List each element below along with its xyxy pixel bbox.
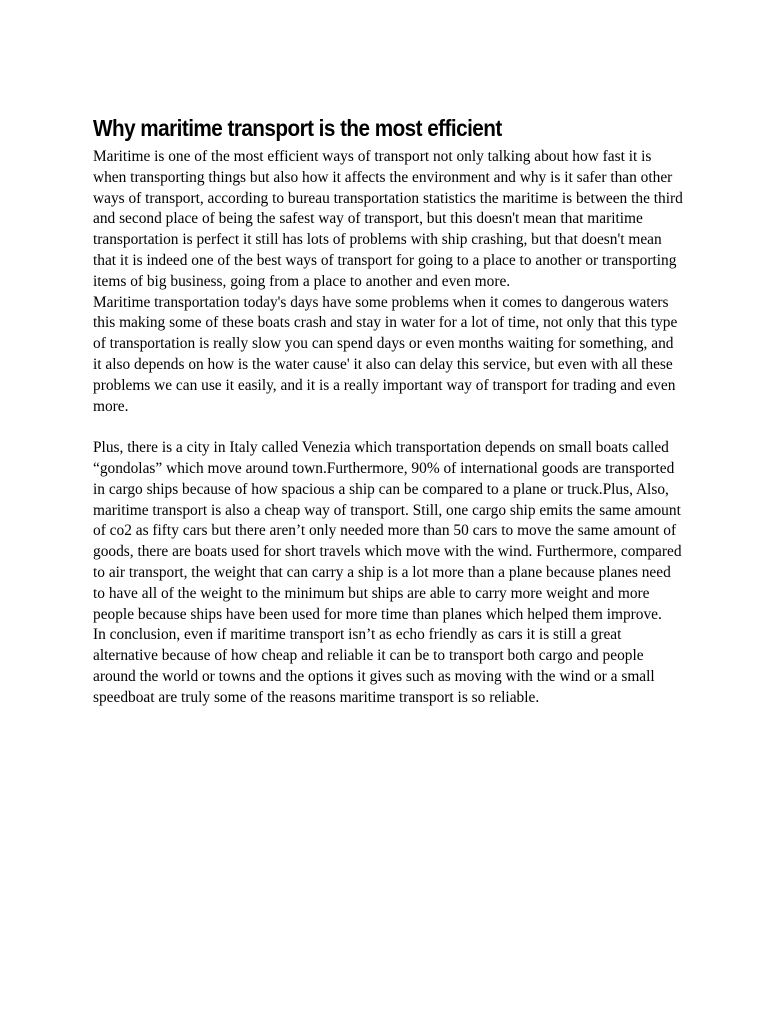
paragraph-conclusion: In conclusion, even if maritime transport isn’t as echo friendly as cars it is still a great alternative because of how cheap and reliable it can be to transport both cargo and people around the world or towns and the options it gives such as moving with the wind or a small speedboat are truly some of the reasons maritime transport is so reliable. xyxy=(93,626,655,706)
paragraph-problems: Maritime transportation today's days have some problems when it comes to dangerous waters this making some of these boats crash and stay in water for a lot of time, not only that this type of transportation is really slow you can spend days or even months waiting for something, and it also depends on how is the water cause' it also can delay this service, but even with all these problems we can use it easily, and it is a really important way of transport for trading and even more. xyxy=(93,293,678,415)
document-title: Why maritime transport is the most efficient xyxy=(93,115,502,141)
paragraph-venezia: Plus, there is a city in Italy called Venezia which transportation depends on small boats called “gondolas” which move around town.Furthermore, 90% of international goods are transported in cargo ships because of how spacious a ship can be compared to a plane or truck.Plus, Also, maritime transport is also a cheap way of transport. Still, one cargo ship emits the same amount of co2 as fifty cars but there aren’t only needed more than 50 cars to move the same amount of goods, there are boats used for short travels which move with the wind. Furthermore, compared to air transport, the weight that can carry a ship is a lot more than a plane because planes need to have all of the weight to the minimum but ships are able to carry more weight and more people because ships have been used for more time than planes which helped them improve. xyxy=(93,439,682,623)
document-body xyxy=(93,113,683,709)
paragraph-intro: Maritime is one of the most efficient ways of transport not only talking about how fast it is when transporting things but also how it affects the environment and why is it safer than other ways of transport, according to bureau transportation statistics the maritime is between the third and second place of being the safest way of transport, but this doesn't mean that maritime transportation is perfect it still has lots of problems with ship crashing, but that doesn't mean that it is indeed one of the best ways of transport for going to a place to another or transporting items of big business, going from a place to another and even more. xyxy=(93,148,683,290)
